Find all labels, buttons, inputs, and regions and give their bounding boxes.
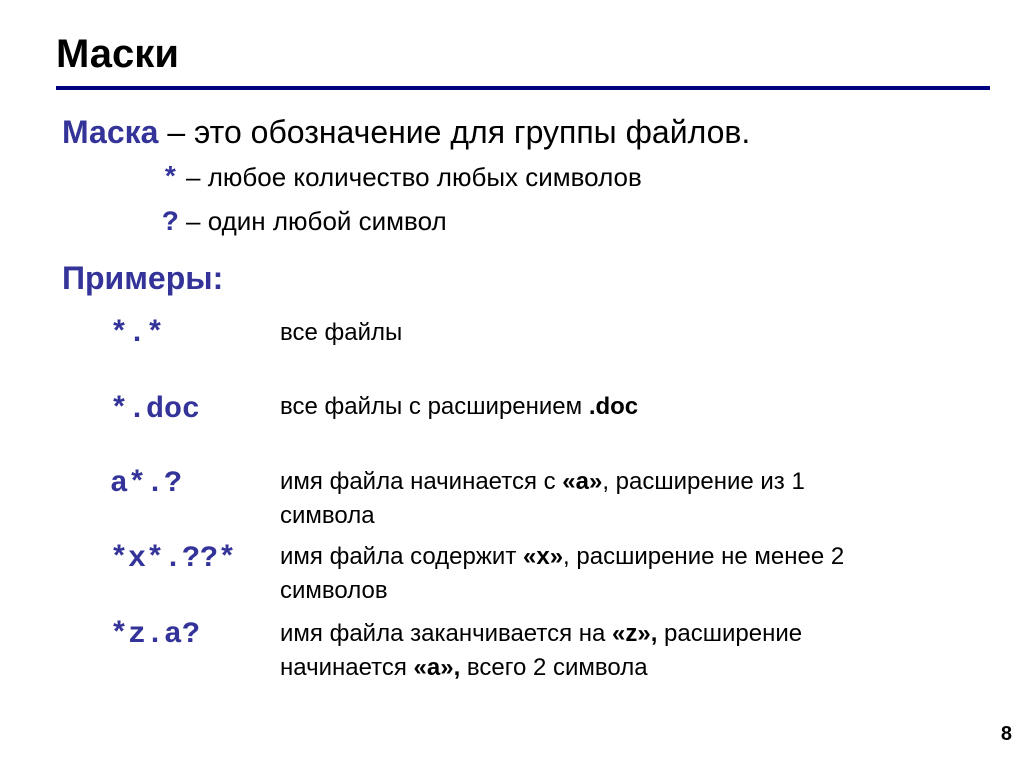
- example-description-text: все файлы с расширением: [280, 393, 589, 420]
- example-description-text: , расширение из 1 символа: [280, 468, 805, 529]
- example-description: [280, 540, 940, 608]
- example-description-bold: «a»,: [413, 654, 461, 681]
- example-pattern: a*.?: [110, 467, 183, 501]
- wildcard-star-row: [162, 160, 642, 197]
- wildcard-star-symbol: *: [162, 164, 179, 195]
- example-pattern: *z.a?: [110, 618, 201, 652]
- example-description-bold: .doc: [588, 393, 639, 420]
- example-description-text: имя файла заканчивается на: [280, 620, 613, 647]
- example-description-text: , расширение не менее 2 символов: [280, 543, 845, 604]
- mask-definition: [62, 112, 750, 152]
- example-pattern: *.doc: [110, 393, 201, 427]
- example-pattern: *.*: [110, 317, 165, 351]
- example-pattern: *x*.??*: [110, 542, 237, 576]
- example-description-bold: «x»: [523, 543, 564, 570]
- title-divider: [56, 86, 990, 90]
- example-description-text: всего 2 символа: [460, 654, 648, 681]
- mask-term: Маска: [62, 114, 159, 150]
- example-description: [280, 465, 900, 533]
- wildcard-question-symbol: ?: [162, 208, 179, 239]
- example-description-text: имя файла содержит: [280, 543, 523, 570]
- page-number: 8: [1000, 723, 1012, 745]
- example-description: [280, 390, 960, 424]
- example-description-text: расширение начинается: [280, 620, 803, 681]
- example-description-text: все файлы: [280, 319, 403, 346]
- example-description: [280, 617, 920, 685]
- example-description: [280, 316, 960, 350]
- wildcard-star-description: – любое количество любых символов: [178, 162, 642, 192]
- wildcard-question-row: [162, 204, 447, 241]
- mask-definition-text: – это обозначение для группы файлов.: [158, 114, 751, 150]
- wildcard-question-description: – один любой символ: [178, 206, 447, 236]
- example-description-text: имя файла начинается с: [280, 468, 563, 495]
- example-description-bold: «a»: [562, 468, 603, 495]
- examples-heading: Примеры:: [62, 260, 224, 296]
- example-description-bold: «z»,: [612, 620, 658, 647]
- slide-title: Маски: [56, 32, 179, 76]
